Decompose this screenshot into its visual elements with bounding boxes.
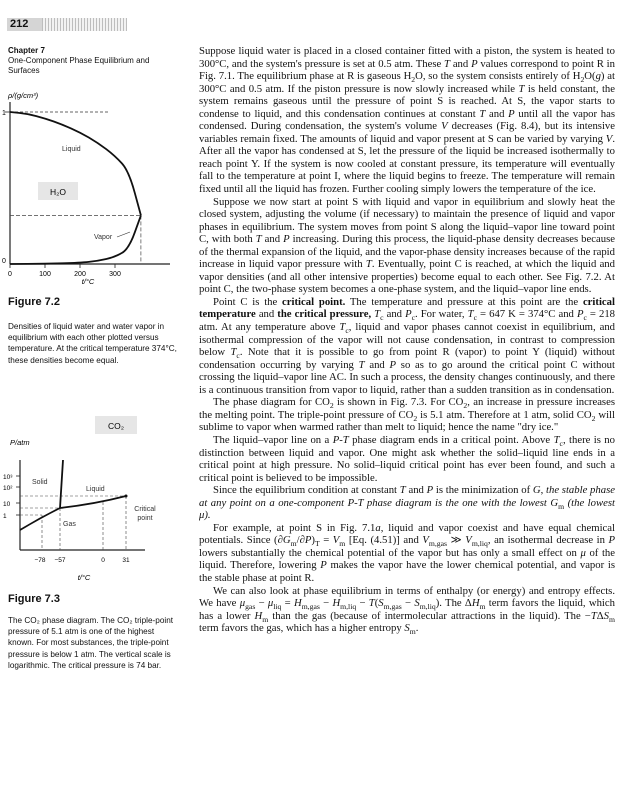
figure-7-3-chart xyxy=(0,410,185,590)
text-segment: The liquid–vapor line on a xyxy=(213,433,333,446)
text-segment: c xyxy=(473,313,477,323)
text-segment: T xyxy=(374,308,381,321)
text-segment: , an isothermal decrease in xyxy=(487,534,609,547)
text-segment: = xyxy=(319,534,333,547)
text-segment: (the lowest μ). xyxy=(199,496,615,522)
text-segment: m,liq xyxy=(471,539,488,549)
text-segment: − xyxy=(356,597,369,610)
text-segment: , there is no distinction between liquid and vapor. One might ask whether the solid–liquid line ends in a critical point at high pressure. No solid–liquid critical point has ever been found, and such a critical point is believed to be impossible. xyxy=(199,433,615,484)
fig73-xtick-label-0: 0 xyxy=(101,557,105,564)
text-segment: P xyxy=(283,233,290,246)
text-segment: is held constant, the system remains gaseous until the pressure of point S is reached. At S, the vapor starts to condense to liquid, and this condensation continues at constant xyxy=(199,82,616,120)
text-segment: T xyxy=(553,433,560,446)
text-segment: T xyxy=(365,258,372,271)
text-segment: T xyxy=(230,346,237,359)
figure-7-2-chart xyxy=(0,82,185,287)
text-segment: 2 xyxy=(411,75,416,85)
text-segment: Since the equilibrium condition at constant xyxy=(213,484,400,497)
text-segment: . For water, xyxy=(415,308,468,321)
body-paragraph xyxy=(199,434,615,484)
text-segment: , liquid and vapor phases cannot coexist in equilibrium, and isothermal compression of the vapor will not cause condensation, in contrast to compression below xyxy=(199,321,616,359)
fig72-xtick-label-200: 200 xyxy=(74,271,86,278)
text-segment: T xyxy=(467,308,474,321)
text-segment: G xyxy=(282,534,291,547)
text-segment: Suppose liquid water is placed in a closed container fitted with a piston, the system is heated to 300°C, and the system's pressure is set at 0.5 atm. These xyxy=(199,45,615,70)
text-segment: and xyxy=(261,233,284,246)
text-segment: m,liq xyxy=(340,602,357,612)
text-segment: . Note that it is possible to go from point R (vapor) to point Y (liquid) without condensation occurring by varying xyxy=(199,346,615,371)
text-segment: T xyxy=(590,609,597,622)
text-segment: c xyxy=(583,313,587,323)
body-paragraph xyxy=(199,396,615,434)
text-segment: V xyxy=(441,120,448,133)
text-segment: [Eq. (4.51)] and xyxy=(345,534,423,547)
text-segment: ≫ xyxy=(447,534,466,547)
fig73-melting-curve xyxy=(60,460,63,508)
fig73-ytick-label-1: 1 xyxy=(3,513,7,520)
text-segment: V xyxy=(332,534,340,547)
text-segment: m,gas xyxy=(383,602,402,612)
text-segment: − xyxy=(401,597,415,610)
page-number: 212 xyxy=(7,18,42,31)
text-segment: the critical pressure, xyxy=(277,308,372,321)
figure-7-3-title: Figure 7.3 xyxy=(8,593,60,605)
text-segment: , liquid and vapor coexist and have equal chemical potentials. Since (∂ xyxy=(199,521,615,547)
text-segment: m xyxy=(409,627,416,637)
body-paragraph xyxy=(199,196,615,296)
text-segment: H xyxy=(332,597,341,610)
text-segment: and xyxy=(485,107,509,120)
text-segment: μ xyxy=(267,597,274,610)
text-segment: ). The Δ xyxy=(435,597,472,610)
text-segment: phase diagram ends in a critical point. Above xyxy=(348,433,554,446)
fig72-vapor-label: Vapor xyxy=(94,234,113,241)
text-segment: c xyxy=(345,326,349,336)
text-segment: = xyxy=(281,597,294,610)
text-segment: P xyxy=(471,57,478,70)
figure-7-2-caption: Densities of liquid water and water vapor in equilibrium with each other plotted versus temperature. At the critical temperature 374°C, these densities become equal. xyxy=(8,322,177,365)
text-segment: T xyxy=(518,82,525,95)
body-paragraph xyxy=(199,522,615,585)
text-segment: S xyxy=(414,597,420,610)
text-segment: , an increase in pressure increases the melting point. The triple-point pressure of CO xyxy=(199,396,615,421)
text-segment: critical point. xyxy=(282,295,346,308)
fig72-ytick-label-0: 0 xyxy=(2,258,6,265)
fig73-ytick-label-1000: 10³ xyxy=(3,474,13,481)
text-segment: and xyxy=(255,308,278,321)
text-segment: m xyxy=(290,539,297,549)
text-segment: m xyxy=(262,614,269,624)
text-segment: S xyxy=(603,609,610,622)
text-segment: V xyxy=(422,534,429,547)
text-segment: than the gas (because of intermolecular attractions in the liquid). The − xyxy=(268,609,591,622)
text-segment: T xyxy=(339,321,346,334)
fig72-xtick-label-300: 300 xyxy=(109,271,121,278)
text-segment: , xyxy=(540,484,547,497)
text-segment: m,liq xyxy=(419,602,436,612)
text-segment: m xyxy=(609,614,615,624)
text-segment: and xyxy=(405,484,427,497)
text-segment: For example, at point S in Fig. 7.1 xyxy=(213,521,376,534)
chapter-label: Chapter 7 xyxy=(8,46,45,55)
text-segment: m xyxy=(558,501,565,511)
main-body-text xyxy=(199,45,615,635)
text-segment: μ xyxy=(580,546,586,559)
text-segment: V xyxy=(465,534,472,547)
text-segment: gas xyxy=(245,602,256,612)
text-segment: T xyxy=(255,233,262,246)
text-segment: − xyxy=(255,597,268,610)
fig73-xtick-label-minus78: −78 xyxy=(34,557,46,564)
text-segment: of the liquid. Therefore, lowering xyxy=(199,546,616,572)
fig72-ylabel: ρ/(g/cm³) xyxy=(8,91,39,100)
text-segment: O( xyxy=(584,70,596,83)
fig72-xtick-label-0: 0 xyxy=(8,271,12,278)
text-segment: P xyxy=(304,534,312,547)
figure-7-2-title: Figure 7.2 xyxy=(8,296,60,308)
text-segment: is 5.1 atm. Therefore at 1 atm, solid CO xyxy=(417,408,592,421)
text-segment: The temperature and pressure at this point are the xyxy=(345,295,583,308)
text-segment: 2 xyxy=(329,401,334,411)
text-segment: P xyxy=(508,107,515,120)
fig73-gas-label: Gas xyxy=(63,521,76,528)
body-paragraph xyxy=(199,45,615,196)
text-segment: H xyxy=(254,609,263,622)
fig72-liquid-label: Liquid xyxy=(62,146,81,153)
fig73-ytick-label-10: 10 xyxy=(3,501,11,508)
text-segment: term favors the liquid, which has a lower xyxy=(199,597,615,622)
text-segment: increasing. During this process, the liquid-phase density decreases because of the thermal expansion of the liquid, and the vapor-phase density increases because of the rapid increase in liquid vapor pressure with xyxy=(199,233,615,271)
fig73-ylabel: P/atm xyxy=(10,438,30,447)
text-segment: g xyxy=(595,70,601,83)
text-segment: c xyxy=(380,313,384,323)
text-segment: Suppose we now start at point S with liquid and vapor in equilibrium and slowly heat the closed system, adjusting the volume (if necessary) to maintain the presence of liquid and vapor phases in equilibrium. The system moves from point S along the liquid–vapor line toward point C, with both xyxy=(199,195,615,246)
text-segment: will sublime to vapor when warmed rather than melt to liquid; hence the name "dry ice." xyxy=(199,408,615,434)
figure-7-3-caption: The CO₂ phase diagram. The CO₂ triple-point pressure of 5.1 atm is one of the highest known. For most substances, the triple-point pressure is below 1 atm. The vertical scale is logarithmic. The critical pressure is 74 bar. xyxy=(8,616,174,670)
text-segment: decreases (Fig. 8.4), but its intensive variables remain fixed. The amounts of liquid and vapor present at S can be varied by varying xyxy=(199,120,615,145)
text-segment: O, so the system consists entirely of H xyxy=(415,70,581,83)
fig73-vaporization-curve xyxy=(60,496,126,508)
fig73-xtick-label-31: 31 xyxy=(122,557,130,564)
text-segment: − xyxy=(319,597,333,610)
text-segment: m xyxy=(479,602,486,612)
text-segment: so as to go around the critical point C without crossing the liquid–vapor line AC. In such a process, the density changes continuously, and there is a continuous transition from vapor to liquid, rather than a sudden transition as in condensation. xyxy=(199,358,615,396)
text-segment: . xyxy=(415,622,419,635)
chapter-title: One-Component Phase Equilibrium and Surfaces xyxy=(8,56,150,75)
text-segment: T xyxy=(399,484,406,497)
fig72-vapor-pointer xyxy=(117,232,130,237)
text-segment: liq xyxy=(273,602,282,612)
text-segment: T xyxy=(479,107,486,120)
text-segment: 2 xyxy=(413,414,418,423)
body-paragraph xyxy=(199,585,615,635)
text-segment: S xyxy=(378,597,384,610)
text-segment: The phase diagram for CO xyxy=(213,396,330,409)
fig73-solid-label: Solid xyxy=(32,479,48,486)
text-segment: values correspond to point R in Fig. 7.1. The equilibrium phase at R is gaseous H xyxy=(199,57,615,83)
text-segment: critical temperature xyxy=(199,295,615,321)
text-segment: term favors the gas, which has a higher entropy xyxy=(199,622,405,635)
fig73-critical-point-label: Critical point xyxy=(134,506,156,522)
text-segment: T xyxy=(368,597,375,610)
text-segment: S xyxy=(404,622,410,635)
text-segment: makes the vapor have the lower chemical potential, and vapor is the stable phase at point R. xyxy=(199,559,615,584)
fig72-xtick-label-100: 100 xyxy=(39,271,51,278)
text-segment: lowers substantially the chemical potential of the vapor but has only a small effect on xyxy=(199,546,581,559)
text-segment: V xyxy=(605,132,613,145)
text-segment: P xyxy=(389,358,397,371)
text-segment: T xyxy=(358,358,365,371)
text-segment: m xyxy=(339,539,346,549)
text-segment: 2 xyxy=(580,75,585,85)
fig72-substance-label: H₂O xyxy=(49,187,67,197)
text-segment: We can also look at phase equilibrium in terms of enthalpy (or energy) and entropy effects. We have xyxy=(199,584,615,610)
body-paragraph xyxy=(199,484,615,522)
text-segment: Point C is the xyxy=(213,295,283,308)
fig73-ytick-label-100: 10² xyxy=(3,485,13,492)
text-segment: T xyxy=(444,57,450,70)
fig73-sublimation-curve xyxy=(20,508,60,530)
text-segment: ) xyxy=(311,534,315,547)
text-segment: and xyxy=(450,57,472,70)
text-segment: = 218 atm. At any temperature above xyxy=(199,308,616,334)
text-segment: Δ xyxy=(596,609,604,622)
text-segment: ( xyxy=(374,597,379,610)
text-segment: c xyxy=(236,351,240,361)
fig72-ytick-label-1: 1 xyxy=(2,110,6,117)
fig73-xtick-label-minus57: −57 xyxy=(54,557,66,564)
header-stripe-decoration xyxy=(42,18,127,31)
text-segment: /∂ xyxy=(296,534,305,547)
fig72-xlabel: t/°C xyxy=(81,277,95,286)
fig73-xlabel: t/°C xyxy=(77,573,91,582)
text-segment: T xyxy=(314,539,320,549)
text-segment: P xyxy=(576,308,584,321)
text-segment: m,gas xyxy=(428,539,448,549)
text-segment: ) at 300°C and 0.5 atm. If the piston pressure is now slowly increased while xyxy=(199,70,615,95)
text-segment: m,gas xyxy=(301,602,320,612)
text-segment: μ xyxy=(239,597,246,610)
text-segment: P xyxy=(608,534,616,547)
fig72-vapor-density-curve xyxy=(10,215,141,264)
text-segment: . After all the vapor has condensed at S, let the pressure of the liquid be increased isothermally to reach point Y. If the system is now cooled at constant pressure, its temperature will eventually fall to the temperature at point I, where the liquid begins to freeze. The temperature will remain fixed until all the liquid has frozen. Further cooling simply lowers the temperature of the ice. xyxy=(199,132,615,196)
chapter-heading xyxy=(8,46,183,76)
text-segment: 2 xyxy=(463,401,468,411)
text-segment: is the minimization of xyxy=(433,484,533,497)
text-segment: 2 xyxy=(591,414,596,423)
text-segment: the stable phase at any point on a one-component P-T phase diagram is the one with the lowest G xyxy=(199,484,615,509)
text-segment: is shown in Fig. 7.3. For CO xyxy=(333,396,464,409)
text-segment: c xyxy=(559,439,563,449)
fig73-liquid-label: Liquid xyxy=(86,486,105,493)
text-segment: = 647 K = 374°C and xyxy=(477,308,577,321)
fig73-critical-point-marker xyxy=(125,495,128,498)
text-segment: . Eventually, point C is reached, at which the liquid and vapor densities (and all other intensive properties) become equal to each other. See Fig. 7.2. At point C, the two-phase system becomes a one-phase system, and the liquid–vapor line ends. xyxy=(199,258,615,296)
fig73-title: CO₂ xyxy=(107,421,125,431)
body-paragraph xyxy=(199,296,615,396)
text-segment: until all the vapor has condensed. During condensation, the system's volume xyxy=(199,107,615,133)
text-segment: a xyxy=(375,521,381,534)
text-segment: P xyxy=(426,484,434,497)
text-segment: G xyxy=(532,484,541,497)
text-segment: P-T xyxy=(332,433,349,446)
text-segment: and xyxy=(364,358,390,371)
text-segment: H xyxy=(471,597,480,610)
text-segment: c xyxy=(411,313,416,323)
text-segment: P xyxy=(405,308,412,321)
text-segment: H xyxy=(293,597,302,610)
text-segment: and xyxy=(383,308,406,321)
page-header xyxy=(0,0,639,44)
text-segment: P xyxy=(320,559,327,572)
